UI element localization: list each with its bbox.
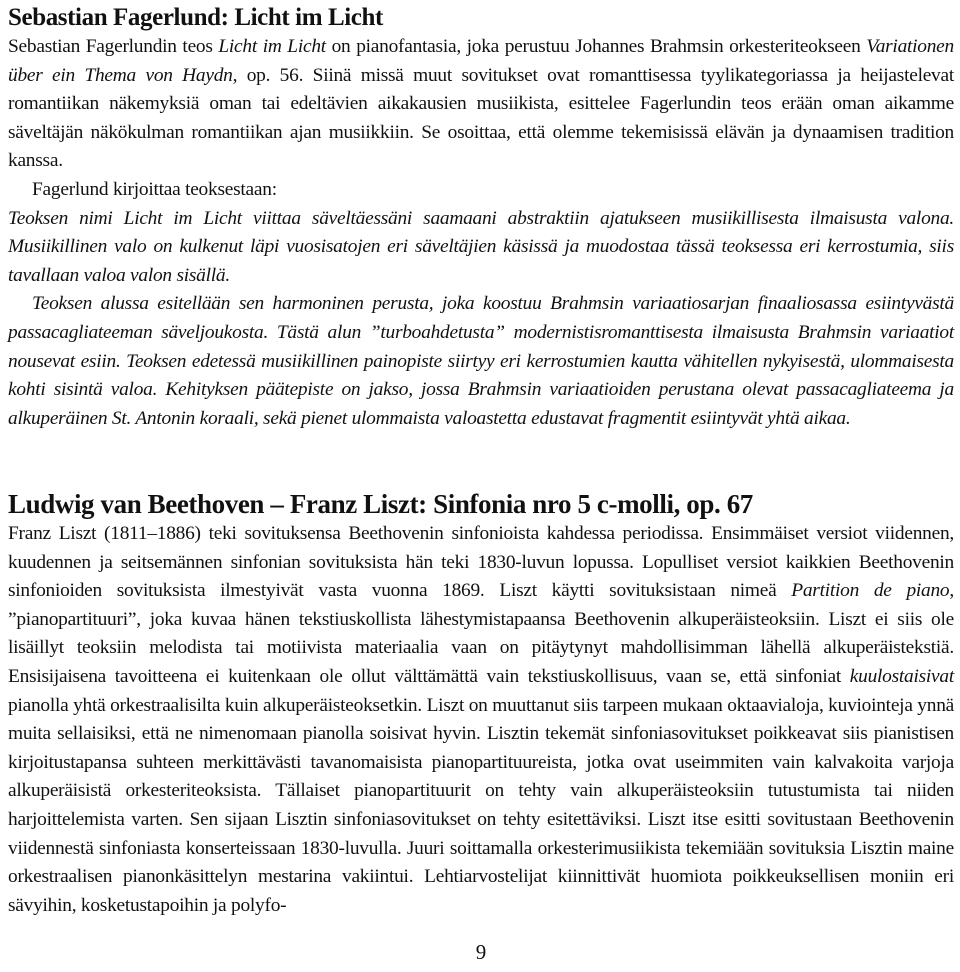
quote-intro: Fagerlund kirjoittaa teoksestaan: bbox=[32, 178, 277, 200]
quote-paragraph: Teoksen nimi Licht im Licht viittaa säveltäessäni saamaani abstraktiin ajatukseen musiikillisesta ilmaisusta valona. Musiikillinen valo on kulkenut läpi vuosisatojen eri säveltäjien käsissä ja muodostaa tässä teoksessa eri kerrostumia, siis tavallaan valoa valon sisällä. bbox=[8, 207, 954, 286]
work-title-italic: Licht im Licht bbox=[218, 36, 326, 57]
emphasis-italic: kuulostaisivat bbox=[849, 665, 954, 687]
term-italic: Partition de piano bbox=[791, 580, 950, 602]
section-title: Sebastian Fagerlund: Licht im Licht bbox=[8, 4, 383, 31]
text-run: Franz Liszt (1811–1886) teki sovituksensa Beethovenin sinfonioista kahdessa periodissa. Ensimmäiset versiot viidennen, kuudennen ja seitsemännen sinfonian sovituksista hän teki 1830-luvun lopussa. Lopulliset versiot kaikkien Beethovenin sinfonioiden sovituksista ilmestyivät vasta vuonna 1869. Liszt käytti sovituksistaan nimeä bbox=[8, 523, 954, 602]
section-fagerlund bbox=[8, 0, 954, 433]
intro-paragraph bbox=[8, 33, 954, 176]
section-beethoven-liszt bbox=[8, 488, 954, 920]
section-title: Ludwig van Beethoven – Franz Liszt: Sinfonia nro 5 c-molli, op. 67 bbox=[8, 489, 753, 519]
text-run: on pianofantasia, joka perustuu Johannes Brahmsin orkesteriteokseen bbox=[325, 36, 867, 57]
text-run: Sebastian Fagerlundin teos bbox=[8, 36, 219, 57]
text-run: , ”pianopartituuri”, joka kuvaa hänen tekstiuskollista lähestymistapaansa Beethovenin alkuperäisteoksiin. Liszt ei siis ole lisäillyt teoksiin melodista tai motiivista materiaalia vaan on pitäytynyt mahdollisimman lähellä alkuperäistekstiä. Ensisijaisena tavoitteena ei kuitenkaan ole ollut välttämättä vain tekstiuskollisuus, vaan se, että sinfoniat bbox=[8, 580, 954, 687]
body-paragraph bbox=[8, 520, 954, 920]
text-run: pianolla yhtä orkestraalisilta kuin alkuperäisteoksetkin. Liszt on muuttanut siis tarpeen mukaan oktaavialoja, kuviointeja ynnä muita sellaisiksi, että ne nimenomaan pianolla soisivat hyvin. Lisztin tekemät sinfoniasovitukset poikkeavat siis pianistisen kirjoitustapansa suhteen merkittävästi tavanomaisista pianopartituureista, jotka ovat useimmiten vain kalvakoita varjoja alkuperäisistä orkesteriteoksista. Tällaiset pianopartituurit on tehty vain alkuperäisteoksiin tutustumista tai niiden harjoittelemista varten. Sen sijaan Lisztin sinfoniasovitukset on tehty esitettäviksi. Liszt itse esitti sovitustaan Beethovenin viidennestä sinfoniasta konserteissaan 1830-luvulla. Juuri soittamalla orkesterimusiikista tekemiään sovituksia Lisztin maine orkestraalisen pianonkäsittelyn mestarina vakiintui. Lehtiarvostelijat kiinnittivät huomiota poikkeuksellisen moniin eri sävyihin, kosketustapoihin ja polyfo- bbox=[8, 694, 954, 916]
quote-paragraph: Teoksen alussa esitellään sen harmoninen perusta, joka koostuu Brahmsin variaatiosarjan finaaliosassa esiintyvästä passacagliateeman säveljoukosta. Tästä alun ”turboahdetusta” modernistisromanttisesta ilmaisusta Brahmsin variaatiot nousevat esiin. Teoksen edetessä musiikillinen painopiste siirtyy eri kerrostumien kautta vähitellen nykyisestä, ulommaisesta kohti sisintä valoa. Kehityksen päätepiste on jakso, jossa Brahmsin variaatioiden perustana olevat passacagliateema ja alkuperäinen St. Antonin koraali, sekä pienet ulommaista valoastetta edustavat fragmentit esiintyvät yhtä aikaa. bbox=[8, 293, 954, 429]
page-number: 9 bbox=[475, 940, 487, 964]
text-run: , op. 56. Siinä missä muut sovitukset ovat romanttisessa tyylikategoriassa ja heijastelevat romantiikan näkemyksiä oman tai edeltävien aikakausien musiikista, esittelee Fagerlundin teos erään oman aikamme säveltäjän näkökulman romantiikan ajan musiikkiin. Se osoittaa, että olemme tekemisissä elävän ja dynaamisen tradition kanssa. bbox=[8, 64, 954, 172]
work-title-italic: Variationen über ein Thema von Haydn bbox=[8, 36, 954, 86]
